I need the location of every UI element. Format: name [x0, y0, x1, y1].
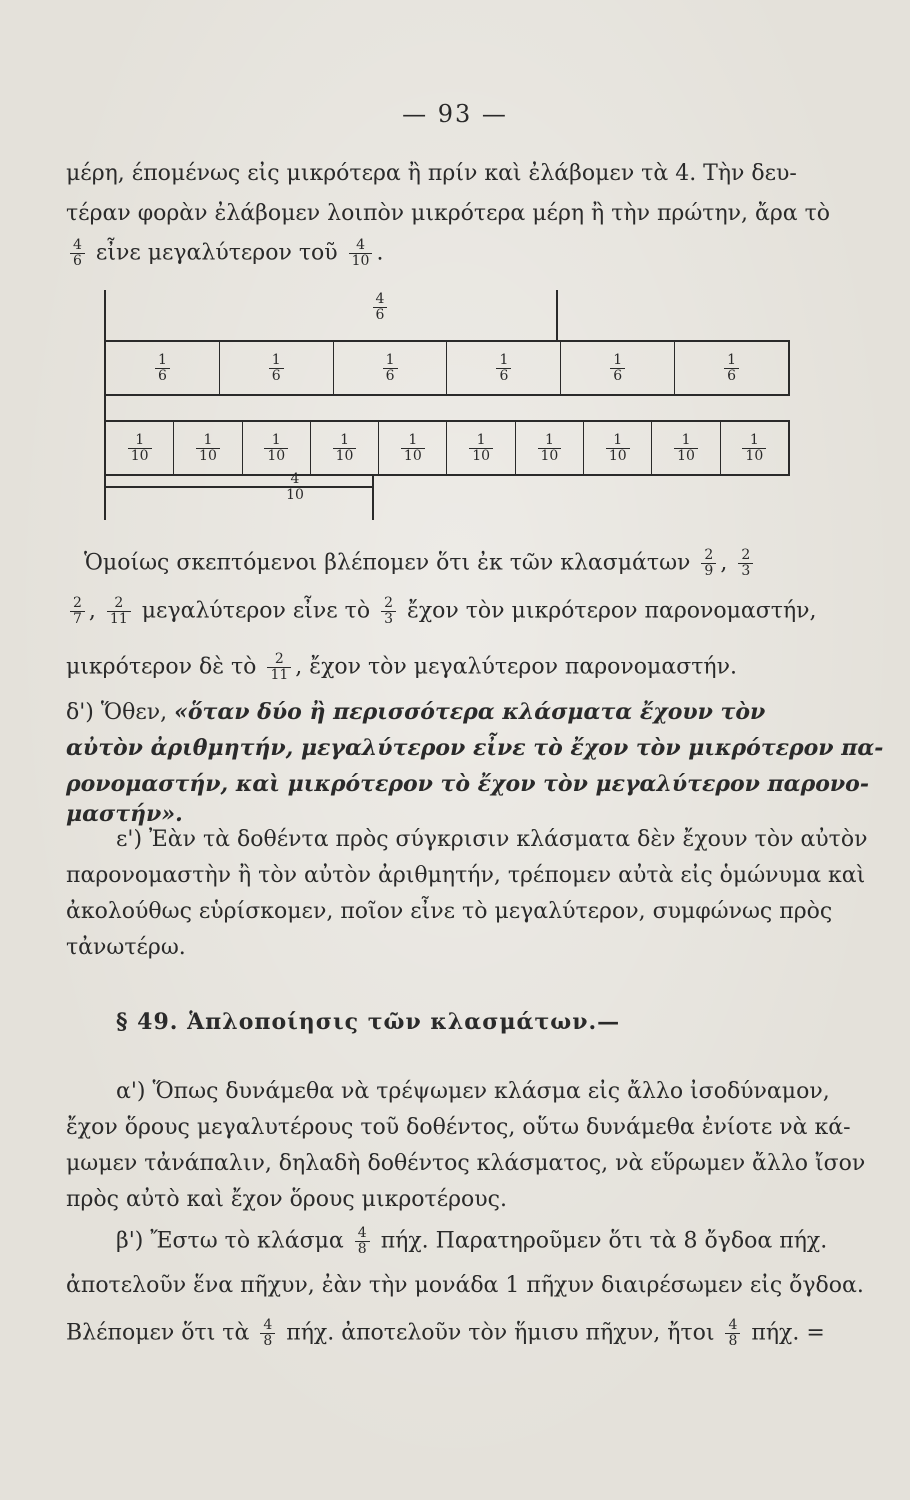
tenths-cell: $\frac{1}{10}$ — [243, 422, 311, 474]
text-line: ἀποτελοῦν ἕνα πῆχυν, ἐὰν τὴν μονάδα 1 πῆχυν διαιρέσωμεν εἰς ὄγδοα. — [66, 1273, 864, 1298]
tenths-cell: $\frac{1}{10}$ — [311, 422, 379, 474]
text-line: πρὸς αὐτὸ καὶ ἔχον ὅρους μικροτέρους. — [66, 1187, 507, 1212]
tenths-cell: $\frac{1}{10}$ — [379, 422, 447, 474]
text-line: ρονομαστήν, καὶ μικρότερον τὸ ἔχον τὸν μεγαλύτερον παρονο- — [66, 771, 869, 797]
tenths-cell: $\frac{1}{10}$ — [516, 422, 584, 474]
text-line: τέραν φορὰν ἐλάβομεν λοιπὸν μικρότερα μέρη ἢ τὴν πρώτην, ἄρα τὸ — [66, 201, 831, 226]
sixths-cell: $\frac{1}{6}$ — [334, 342, 448, 394]
text-line: ε') Ἐὰν τὰ δοθέντα πρὸς σύγκρισιν κλάσματα δὲν ἔχουν τὸν αὐτὸν — [116, 827, 868, 852]
tenths-cell: $\frac{1}{10}$ — [721, 422, 788, 474]
text-line: αὐτὸν ἀριθμητήν, μεγαλύτερον εἶνε τὸ ἔχον τὸν μικρότερον πα- — [66, 735, 884, 761]
tenths-cell: $\frac{1}{10}$ — [447, 422, 515, 474]
text-line: $\frac{4}{6}$ εἶνε μεγαλύτερον τοῦ $\frac{4}{10}$ . — [66, 238, 836, 269]
tenths-cell: $\frac{1}{10}$ — [106, 422, 174, 474]
sixths-cell: $\frac{1}{6}$ — [561, 342, 675, 394]
four-tenths-label: $\frac{4}{10}$ — [255, 472, 335, 503]
page-number: — 93 — — [402, 100, 508, 128]
section-heading: § 49. Ἁπλοποίησις τῶν κλασμάτων.— — [116, 1009, 621, 1035]
text-line: α') Ὅπως δυνάμεθα νὰ τρέψωμεν κλάσμα εἰς ἄλλο ἰσοδύναμον, — [116, 1079, 830, 1104]
fraction: $\frac{4}{10}$ — [349, 238, 373, 269]
text-line: μαστήν». — [66, 801, 183, 827]
sixths-cell: $\frac{1}{6}$ — [220, 342, 334, 394]
text-line: μωμεν τἀνάπαλιν, δηλαδὴ δοθέντος κλάσματος, νὰ εὕρωμεν ἄλλο ἴσον — [66, 1151, 866, 1176]
text-line: ἔχον ὅρους μεγαλυτέρους τοῦ δοθέντος, οὕτω δυνάμεθα ἐνίοτε νὰ κά- — [66, 1115, 851, 1140]
sixths-bar — [104, 340, 790, 396]
text-line: $\frac{2}{7}$ , $\frac{2}{11}$ μεγαλύτερον εἶνε τὸ $\frac{2}{3}$ ἔχον τὸν μικρότερον παρονομαστήν, — [66, 596, 836, 627]
text-line: δ') Ὅθεν, «ὅταν δύο ἢ περισσότερα κλάσματα ἔχουν τὸν — [66, 699, 766, 725]
sixths-cell: $\frac{1}{6}$ — [675, 342, 788, 394]
tenths-bar — [104, 420, 790, 476]
sixths-cell: $\frac{1}{6}$ — [106, 342, 220, 394]
text-line: τἀνωτέρω. — [66, 935, 186, 960]
four-sixths-label: $\frac{4}{6}$ — [340, 292, 420, 323]
text-line: παρονομαστὴν ἢ τὸν αὐτὸν ἀριθμητήν, τρέπομεν αὐτὰ εἰς ὁμώνυμα καὶ — [66, 863, 866, 888]
text-line: Βλέπομεν ὅτι τὰ $\frac{4}{8}$ πήχ. ἀποτελοῦν τὸν ἥμισυ πῆχυν, ἤτοι $\frac{4}{8}$ πήχ. = — [66, 1317, 825, 1349]
tenths-cell: $\frac{1}{10}$ — [584, 422, 652, 474]
text-line: μέρη, έπομένως εἰς μικρότερα ἢ πρίν καὶ ἐλάβομεν τὰ 4. Τὴν δευ- — [66, 161, 797, 186]
fraction: $\frac{4}{6}$ — [70, 238, 85, 269]
text-line: Ὁμοίως σκεπτόμενοι βλέπομεν ὅτι ἐκ τῶν κλασμάτων $\frac{2}{9}$ , $\frac{2}{3}$ — [84, 548, 854, 579]
text-line: β') Ἔστω τὸ κλάσμα $\frac{4}{8}$ πήχ. Παρατηροῦμεν ὅτι τὰ 8 ὄγδοα πήχ. — [116, 1225, 828, 1257]
text-line: μικρότερον δὲ τὸ $\frac{2}{11}$ , ἔχον τὸν μεγαλύτερον παρονομαστήν. — [66, 651, 737, 683]
sixths-cell: $\frac{1}{6}$ — [447, 342, 561, 394]
tenths-cell: $\frac{1}{10}$ — [174, 422, 242, 474]
text-line: ἀκολούθως εὑρίσκομεν, ποῖον εἶνε τὸ μεγαλύτερον, συμφώνως πρὸς — [66, 899, 833, 924]
tenths-cell: $\frac{1}{10}$ — [652, 422, 720, 474]
